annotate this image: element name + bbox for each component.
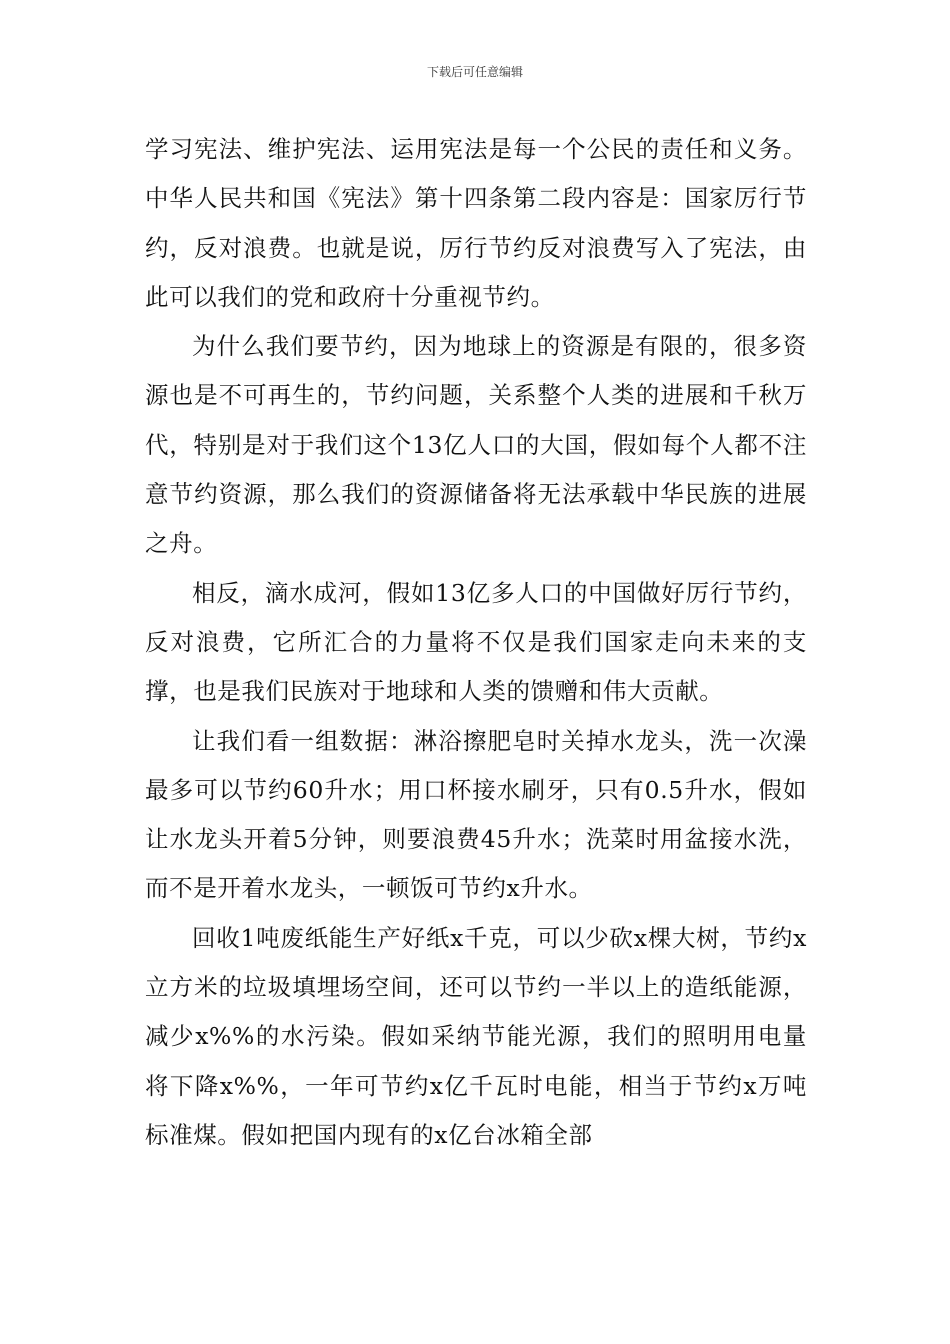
paragraph-paper-energy-data: 回收1吨废纸能生产好纸x千克，可以少砍x棵大树，节约x立方米的垃圾填埋场空间，还可以节约一半以上的造纸能源，减少x%%的水污染。假如采纳节能光源，我们的照明用电量将下降x%%，一年可节约x亿千瓦时电能，相当于节约x万吨标准煤。假如把国内现有的x亿台冰箱全部: [145, 923, 807, 1149]
paragraph-why-save: 为什么我们要节约，因为地球上的资源是有限的，很多资源也是不可再生的，节约问题，关系整个人类的进展和千秋万代，特别是对于我们这个13亿人口的大国，假如每个人都不注意节约资源，那么我们的资源储备将无法承载中华民族的进展之舟。: [145, 332, 807, 558]
paragraph-constitution: 学习宪法、维护宪法、运用宪法是每一个公民的责任和义务。中华人民共和国《宪法》第十四条第二段内容是：国家厉行节约，反对浪费。也就是说，厉行节约反对浪费写入了宪法，由此可以我们的党和政府十分重视节约。: [145, 135, 807, 311]
paragraph-drops-make-river: 相反，滴水成河，假如13亿多人口的中国做好厉行节约，反对浪费，它所汇合的力量将不仅是我们国家走向未来的支撑，也是我们民族对于地球和人类的馈赠和伟大贡献。: [145, 578, 807, 706]
page-header: 下载后可任意编辑: [426, 65, 523, 79]
document-body: [145, 125, 807, 1160]
paragraph-water-data: 让我们看一组数据：淋浴擦肥皂时关掉水龙头，洗一次澡最多可以节约60升水；用口杯接水刷牙，只有0.5升水，假如让水龙头开着5分钟，则要浪费45升水；洗菜时用盆接水洗，而不是开着水龙头，一顿饭可节约x升水。: [145, 726, 807, 903]
